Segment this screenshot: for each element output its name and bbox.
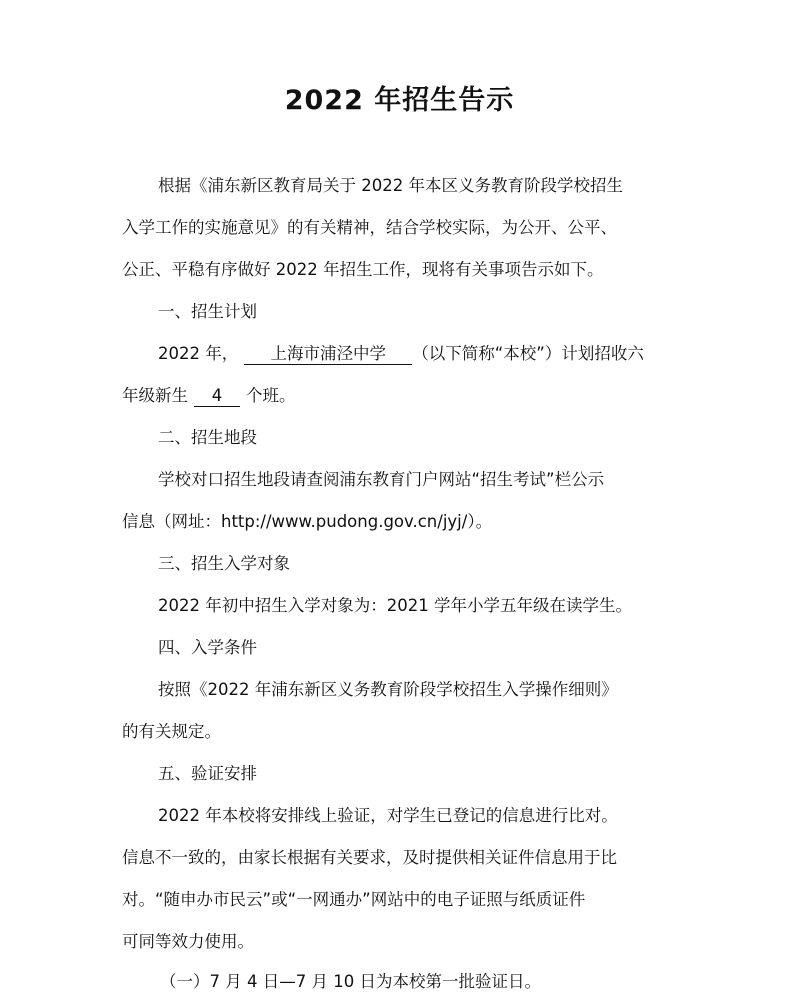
section5-heading: 五、验证安排	[158, 764, 257, 783]
section1-line-2-prefix: 年级新生	[122, 386, 188, 405]
section1-line-2-suffix: 个班。	[246, 386, 296, 405]
section4-heading: 四、入学条件	[158, 638, 257, 657]
section4-line-2: 的有关规定。	[122, 722, 221, 741]
section2-heading: 二、招生地段	[158, 428, 257, 447]
school-name-blank: 上海市浦泾中学	[244, 344, 412, 365]
section5-item-1: （一）7 月 4 日—7 月 10 日为本校第一批验证日。	[160, 972, 541, 991]
section5-line-1: 2022 年本校将安排线上验证，对学生已登记的信息进行比对。	[158, 806, 618, 825]
section1-line-2	[122, 385, 296, 407]
section5-line-3: 对。“随申办市民云”或“一网通办”网站中的电子证照与纸质证件	[122, 890, 586, 909]
section4-line-1: 按照《2022 年浦东新区义务教育阶段学校招生入学操作细则》	[158, 680, 618, 699]
section2-line-2: 信息（网址：http://www.pudong.gov.cn/jyj/）。	[122, 512, 493, 531]
section5-line-4: 可同等效力使用。	[122, 932, 254, 951]
section5-line-2: 信息不一致的，由家长根据有关要求，及时提供相关证件信息用于比	[122, 848, 617, 867]
section1-line-1-prefix: 2022 年，	[158, 344, 239, 363]
section1-line-1-suffix: （以下简称“本校”）计划招收六	[412, 344, 644, 363]
section2-line-1: 学校对口招生地段请查阅浦东教育门户网站“招生考试”栏公示	[158, 470, 605, 489]
document-title: 2022 年招生告示	[284, 85, 515, 116]
class-count-blank: 4	[194, 386, 240, 407]
section3-line-1: 2022 年初中招生入学对象为：2021 学年小学五年级在读学生。	[158, 596, 632, 615]
section3-heading: 三、招生入学对象	[158, 554, 290, 573]
section1-line-1	[158, 343, 644, 365]
intro-line-1: 根据《浦东新区教育局关于 2022 年本区义务教育阶段学校招生	[158, 176, 623, 195]
section1-heading: 一、招生计划	[158, 302, 257, 321]
intro-line-3: 公正、平稳有序做好 2022 年招生工作，现将有关事项告示如下。	[122, 260, 604, 279]
intro-line-2: 入学工作的实施意见》的有关精神，结合学校实际，为公开、公平、	[122, 218, 617, 237]
